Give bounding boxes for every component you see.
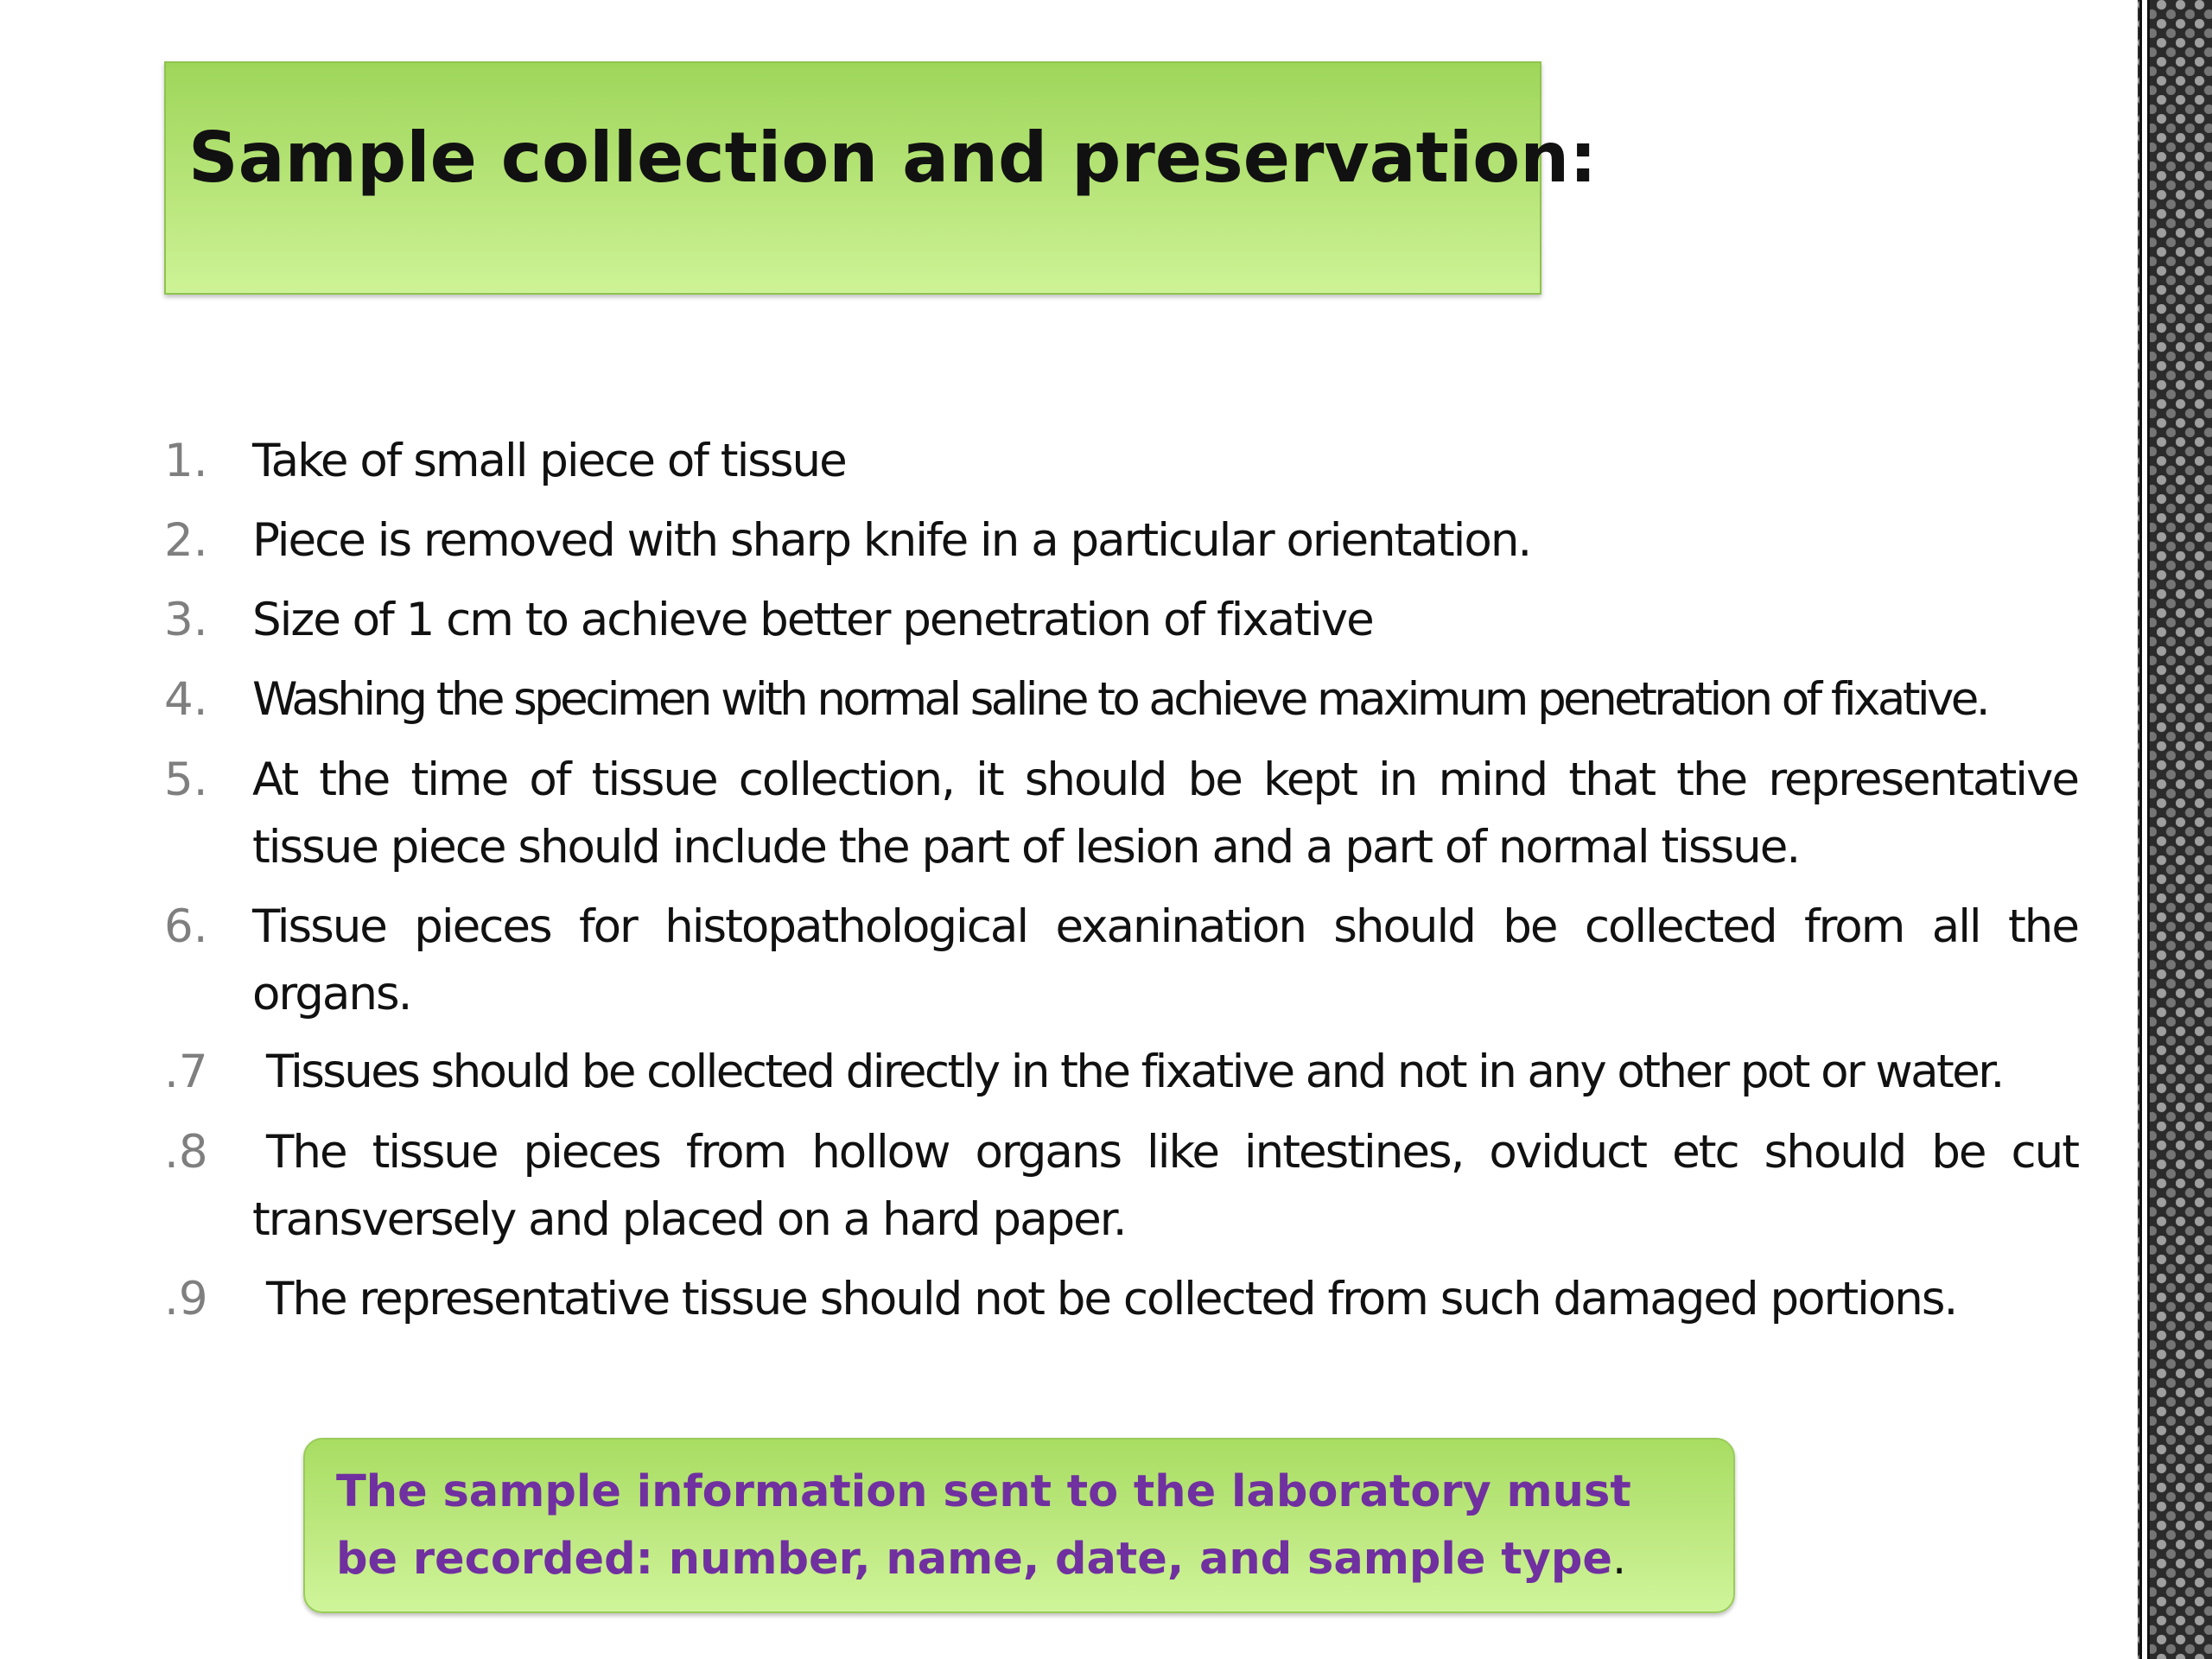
list-item-text: The tissue pieces from hollow organs like intestines, oviduct etc should be cut transversely and placed on a hard paper. bbox=[252, 1126, 2078, 1246]
list-item-number: 2. bbox=[164, 514, 208, 567]
list-item-text: Take of small piece of tissue bbox=[252, 435, 846, 487]
list-item-text: Piece is removed with sharp knife in a particular orientation. bbox=[252, 514, 1531, 567]
list-item-number: .7 bbox=[164, 1046, 208, 1098]
list-item-text: Washing the specimen with normal saline to achieve maximum penetration of fixative. bbox=[252, 673, 1988, 726]
list-item-number: .8 bbox=[164, 1126, 208, 1179]
title-box bbox=[164, 61, 1598, 295]
list-item-text: The representative tissue should not be collected from such damaged portions. bbox=[266, 1273, 1957, 1325]
list-item-number: 3. bbox=[164, 594, 208, 646]
list-item-number: 4. bbox=[164, 673, 208, 726]
list-item-text: Tissues should be collected directly in the fixative and not in any other pot or water. bbox=[266, 1046, 2003, 1098]
list-item-number: 6. bbox=[164, 900, 208, 953]
decorative-border-line bbox=[2139, 0, 2150, 1659]
note-main-text: The sample information sent to the laboratory must be recorded: number, name, date, and sample type bbox=[336, 1466, 1631, 1585]
list-item-number: 1. bbox=[164, 435, 208, 487]
list-item-number: .9 bbox=[164, 1273, 208, 1325]
list-item-text: Tissue pieces for histopathological exanination should be collected from all the organs. bbox=[252, 900, 2078, 1020]
list-item-number: 5. bbox=[164, 753, 208, 806]
list-item-text: Size of 1 cm to achieve better penetration of fixative bbox=[252, 594, 1373, 646]
slide-title: Sample collection and preservation: bbox=[188, 118, 1598, 198]
note-end-punctuation: . bbox=[1611, 1534, 1627, 1585]
note-box bbox=[303, 1438, 1735, 1613]
note-text bbox=[336, 1459, 1701, 1593]
list-item-text: At the time of tissue collection, it should be kept in mind that the representative tissue piece should include the part of lesion and a part of normal tissue. bbox=[252, 753, 2078, 874]
